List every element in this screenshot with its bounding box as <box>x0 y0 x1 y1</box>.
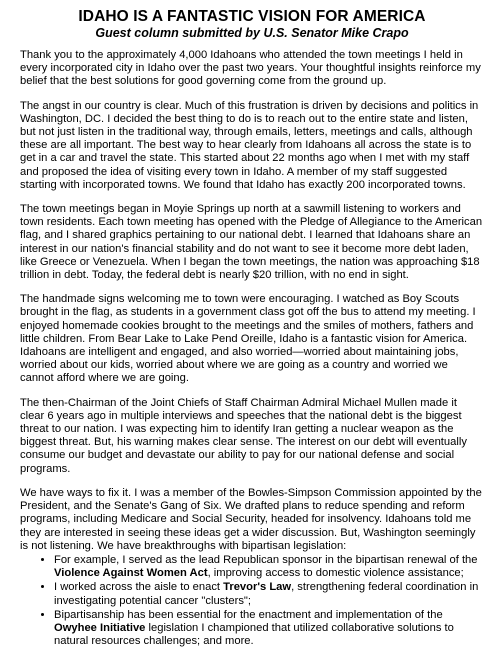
paragraph-4: The handmade signs welcoming me to town were encouraging. I watched as Boy Scouts brought in the flag, as students in a government class got off the bus to attend my meeting. I enjoyed homemade cookies brought to the meetings and the smiles of mothers, fathers and little children. From Bear Lake to Lake Pend Oreille, Idaho is a fantastic vision for America. Idahoans are intelligent and engaged, and also worried—worried about maintaining jobs, worried about our kids, worried about where we are going as a country and worried we cannot afford where we are going. <box>20 293 476 385</box>
legislation-list <box>20 554 484 648</box>
bullet-text: For example, I served as the lead Republican sponsor in the bipartisan renewal of the <box>54 553 478 566</box>
paragraph-5: The then-Chairman of the Joint Chiefs of Staff Chairman Admiral Michael Mullen made it clear 6 years ago in multiple interviews and speeches that the national debt is the biggest threat to our nation. I was expecting him to identify Iran getting a nuclear weapon as the biggest threat. But, his warning makes clear sense. The interest on our debt will eventually consume our budget and devastate our ability to pay for our national defense and social programs. <box>20 396 467 475</box>
list-item <box>54 581 484 607</box>
bullet-bold-text: Violence Against Women Act <box>54 567 208 580</box>
list-item <box>54 609 484 648</box>
paragraph-6: We have ways to fix it. I was a member of the Bowles-Simpson Commission appointed by the President, and the Senate's Gang of Six. We drafted plans to reduce spending and reform programs, including Medicare and Social Security, headed for insolvency. Idahoans told me they are interested in seeing these ideas get a wider discussion. But, Washington seemingly is not listening. We have breakthroughs with bipartisan legislation: <box>20 486 482 552</box>
bullet-bold-text: Trevor's Law <box>223 581 292 594</box>
bullet-text: Bipartisanship has been essential for the enactment and implementation of the <box>54 608 443 621</box>
bullet-text: , improving access to domestic violence assistance; <box>207 567 464 580</box>
article-title: IDAHO IS A FANTASTIC VISION FOR AMERICA <box>78 8 426 25</box>
paragraph-2: The angst in our country is clear. Much of this frustration is driven by decisions and politics in Washington, DC. I decided the best thing to do is to reach out to the entire state and listen, but not just listen in the traditional way, through emails, letters, meetings and calls, although these are all important. The best way to hear clearly from Idahoans all across the state is to get in a car and travel the state. This started about 22 months ago when I met with my staff and proposed the idea of visiting every town in Idaho. A member of my staff suggested starting with incorporated towns. We found that Idaho has exactly 200 incorporated towns. <box>20 99 479 191</box>
list-item <box>54 554 484 580</box>
paragraph-3: The town meetings began in Moyie Springs up north at a sawmill listening to workers and town residents. Each town meeting has opened with the Pledge of Allegiance to the American flag, and I shared graphics pertaining to our national debt. I learned that Idahoans share an interest in our nation's financial stability and do not want to see it become more debt laden, like Greece or Venezuela. When I began the town meetings, the nation was approaching $18 trillion in debt. Today, the federal debt is nearly $20 trillion, with no end in sight. <box>20 203 483 282</box>
bullet-bold-text: Owyhee Initiative <box>54 621 146 634</box>
bullet-text: , strengthening federal coordination in investigating potential cancer "clusters"; <box>54 581 479 607</box>
bullet-text: legislation I championed that utilized collaborative solutions to natural resources challenges; and more. <box>54 621 454 648</box>
paragraph-1: Thank you to the approximately 4,000 Idahoans who attended the town meetings I held in every incorporated city in Idaho over the past two years. Your thoughtful insights reinforce my belief that the best solutions for good governing come from the ground up. <box>20 49 481 88</box>
article-byline: Guest column submitted by U.S. Senator Mike Crapo <box>95 26 409 40</box>
bullet-text: I worked across the aisle to enact <box>54 581 224 594</box>
